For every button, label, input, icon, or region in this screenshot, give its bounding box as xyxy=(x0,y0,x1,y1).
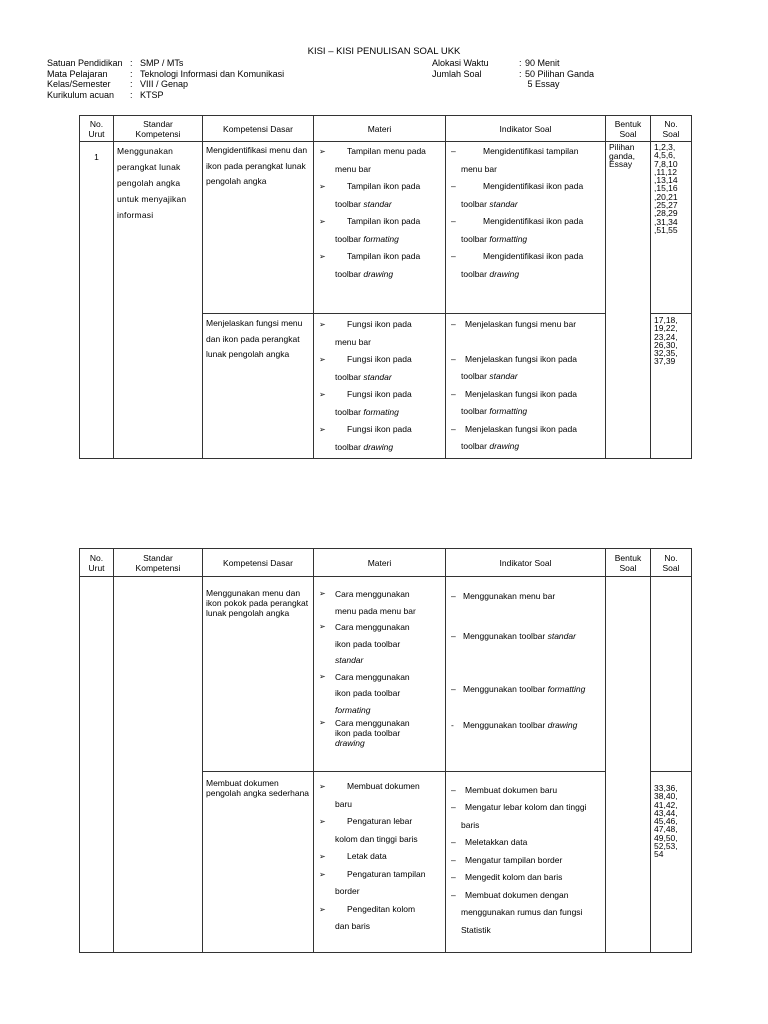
meta-row xyxy=(432,69,594,80)
meta-value: VIII / Genap xyxy=(140,79,189,89)
meta-sep: : xyxy=(519,58,522,68)
kd-text: Menggunakan menu dan ikon pokok pada perangkat lunak pengolah angka xyxy=(206,588,309,618)
materi-line: Tampilan ikon pada xyxy=(347,181,421,191)
list-item xyxy=(317,901,442,936)
dash-bullet-icon: – xyxy=(451,388,456,399)
cell-bentuk-soal xyxy=(606,577,651,953)
list-item xyxy=(317,778,442,813)
materi-list xyxy=(317,143,442,283)
meta-sep: : xyxy=(519,68,522,79)
indikator-line: Mengedit kolom dan baris xyxy=(465,872,563,882)
meta-right xyxy=(432,58,594,90)
meta-value: SMP / MTs xyxy=(140,58,184,68)
materi-line: toolbar xyxy=(335,233,364,244)
header-materi: Materi xyxy=(314,116,446,142)
list-item xyxy=(317,386,442,421)
list-item xyxy=(449,588,602,606)
materi-line: Pengaturan lebar xyxy=(347,816,413,826)
cell-kompetensi-dasar xyxy=(203,772,314,953)
indikator-italic: standar xyxy=(489,198,518,209)
list-item xyxy=(449,781,602,799)
list-item xyxy=(449,351,602,386)
header-standar-kompetensi: Standar Kompetensi xyxy=(114,549,203,577)
indikator-line: Mengatur lebar kolom dan tinggi xyxy=(465,802,587,812)
list-item xyxy=(449,887,602,940)
meta-value: KTSP xyxy=(140,89,164,100)
indikator-line: toolbar xyxy=(461,371,490,381)
arrow-bullet-icon: ➢ xyxy=(319,589,326,598)
header-bentuk-soal: Bentuk Soal xyxy=(606,549,651,577)
materi-line: menu bar xyxy=(335,336,371,347)
arrow-bullet-icon: ➢ xyxy=(319,622,326,631)
cell-indikator xyxy=(446,772,606,953)
meta-key xyxy=(432,79,519,90)
header-no-soal: No. Soal xyxy=(651,549,692,577)
cell-no-urut xyxy=(80,577,114,953)
meta-row xyxy=(432,58,594,69)
bentuk-soal-text: Pilihan ganda, Essay xyxy=(609,142,635,169)
dash-bullet-icon: – xyxy=(451,146,456,156)
arrow-bullet-icon: ➢ xyxy=(319,869,326,879)
indikator-line: baris xyxy=(461,819,480,830)
no-soal-text: 1,2,3, 4,5,6, 7,8,10 ,11,12 ,13,14 ,15,16 ,20,21 ,25,27 ,28,29 ,31,34 ,51,55 xyxy=(654,142,678,235)
arrow-bullet-icon: ➢ xyxy=(319,217,326,226)
cell-indikator xyxy=(446,314,606,459)
list-item xyxy=(317,248,442,283)
dash-bullet-icon: – xyxy=(451,216,456,226)
indikator-line: Menggunakan toolbar xyxy=(463,719,548,730)
list-item xyxy=(449,213,602,248)
indikator-line: Menjelaskan fungsi ikon pada xyxy=(465,353,577,364)
list-item xyxy=(449,628,602,646)
cell-standar-kompetensi xyxy=(114,577,203,953)
meta-row xyxy=(432,79,594,90)
meta-value: 50 Pilihan Ganda xyxy=(525,68,595,79)
arrow-bullet-icon: ➢ xyxy=(319,182,326,191)
indikator-line: toolbar xyxy=(461,406,490,416)
materi-line: Cara menggunakan xyxy=(335,589,410,599)
table-row xyxy=(80,577,692,772)
indikator-line: Menjelaskan fungsi menu bar xyxy=(465,319,577,329)
materi-italic: standar xyxy=(335,655,364,665)
kisi-table-1 xyxy=(79,115,692,459)
materi-italic: formating xyxy=(363,406,399,417)
dash-bullet-icon: – xyxy=(451,630,456,641)
materi-line: menu bar xyxy=(335,163,371,174)
cell-kompetensi-dasar xyxy=(203,577,314,772)
dash-bullet-icon: – xyxy=(451,837,456,847)
materi-line: baru xyxy=(335,798,353,809)
dash-bullet-icon: – xyxy=(451,872,456,882)
list-item xyxy=(449,681,602,699)
meta-row xyxy=(47,69,284,80)
materi-line: Cara menggunakan xyxy=(335,622,410,632)
materi-italic: drawing xyxy=(363,441,394,452)
meta-sep: : xyxy=(130,79,133,89)
materi-list xyxy=(317,586,442,748)
materi-italic: drawing xyxy=(335,738,365,748)
header-kompetensi-dasar: Kompetensi Dasar xyxy=(203,116,314,142)
cell-materi xyxy=(314,577,446,772)
cell-indikator xyxy=(446,577,606,772)
meta-key: Kurikulum acuan xyxy=(47,89,115,100)
list-item xyxy=(449,852,602,870)
indikator-line: menu bar xyxy=(461,163,497,174)
indikator-italic: standar xyxy=(547,630,576,641)
materi-italic: formating xyxy=(363,233,399,244)
meta-key: Alokasi Waktu xyxy=(432,58,489,68)
dash-bullet-icon: – xyxy=(451,251,456,261)
materi-line: Tampilan ikon pada xyxy=(347,216,421,226)
standar-kompetensi-text: Menggunakan perangkat lunak pengolah angka untuk menyajikan informasi xyxy=(117,146,187,220)
materi-line: dan baris xyxy=(335,921,370,931)
dash-bullet-icon: – xyxy=(451,889,456,900)
cell-no-soal xyxy=(651,142,692,314)
cell-no-soal xyxy=(651,577,692,772)
dash-bullet-icon: – xyxy=(451,591,456,601)
dash-bullet-icon: – xyxy=(451,423,456,434)
list-item xyxy=(449,178,602,213)
list-item xyxy=(449,316,602,334)
indikator-line: Mengidentifikasi ikon pada xyxy=(483,216,584,226)
indikator-italic: drawing xyxy=(489,268,520,279)
meta-row xyxy=(47,90,284,101)
arrow-bullet-icon: ➢ xyxy=(319,817,326,826)
list-item xyxy=(317,316,442,351)
list-item xyxy=(317,421,442,456)
meta-sep: : xyxy=(130,68,133,79)
materi-line: Pengaturan tampilan xyxy=(347,868,426,879)
indikator-line: Mengidentifikasi tampilan xyxy=(483,146,579,156)
cell-kompetensi-dasar xyxy=(203,142,314,314)
materi-line: toolbar xyxy=(335,268,364,279)
arrow-bullet-icon: ➢ xyxy=(319,782,326,791)
meta-key: Mata Pelajaran xyxy=(47,68,108,79)
header-indikator-soal: Indikator Soal xyxy=(446,549,606,577)
cell-indikator xyxy=(446,142,606,314)
materi-list xyxy=(317,316,442,456)
indikator-italic: formatting xyxy=(489,233,528,244)
dash-bullet-icon: – xyxy=(451,353,456,364)
materi-italic: standar xyxy=(363,198,392,209)
header-kompetensi-dasar: Kompetensi Dasar xyxy=(203,549,314,577)
indikator-italic: drawing xyxy=(547,719,578,730)
list-item xyxy=(317,669,442,719)
arrow-bullet-icon: ➢ xyxy=(319,718,326,727)
indikator-line: menggunakan rumus dan fungsi Statistik xyxy=(461,907,583,935)
header-no-urut: No. Urut xyxy=(80,116,114,142)
list-item xyxy=(449,143,602,178)
arrow-bullet-icon: ➢ xyxy=(319,147,326,156)
list-item xyxy=(449,834,602,852)
indikator-line: Menjelaskan fungsi ikon pada xyxy=(465,388,577,399)
meta-row xyxy=(47,79,284,90)
list-item xyxy=(317,351,442,386)
no-soal-text: 33,36, 38,40, 41,42, 43,44, 45,46, 47,48, 49,50, 52,53, 54 xyxy=(654,783,678,860)
cell-kompetensi-dasar xyxy=(203,314,314,459)
indikator-list xyxy=(449,143,602,283)
arrow-bullet-icon: ➢ xyxy=(319,852,326,861)
indikator-line: Menggunakan menu bar xyxy=(463,591,556,601)
table-header-row xyxy=(80,549,692,577)
dash-bullet-icon: – xyxy=(451,785,456,795)
indikator-italic: drawing xyxy=(489,441,520,451)
list-item xyxy=(317,848,442,866)
arrow-bullet-icon: ➢ xyxy=(319,425,326,434)
materi-line: Cara menggunakan xyxy=(335,671,410,682)
indikator-line: Mengidentifikasi ikon pada xyxy=(483,251,584,261)
dash-bullet-icon: – xyxy=(451,854,456,865)
materi-italic: drawing xyxy=(363,268,394,279)
kd-text: Mengidentifikasi menu dan ikon pada perangkat lunak pengolah angka xyxy=(206,145,308,186)
indikator-line: Membuat dokumen dengan xyxy=(465,889,569,900)
meta-key: Jumlah Soal xyxy=(432,68,482,79)
arrow-bullet-icon: ➢ xyxy=(319,320,326,329)
materi-line: Pengeditan kolom xyxy=(347,903,416,914)
meta-value: 5 Essay xyxy=(525,79,560,89)
meta-row xyxy=(47,58,284,69)
list-item xyxy=(317,586,442,619)
meta-key: Kelas/Semester xyxy=(47,79,111,89)
indikator-line: Menggunakan toolbar xyxy=(463,684,548,694)
cell-materi xyxy=(314,772,446,953)
list-item xyxy=(317,178,442,213)
header-materi: Materi xyxy=(314,549,446,577)
indikator-line: toolbar xyxy=(461,268,490,279)
materi-line: toolbar xyxy=(335,406,364,417)
indikator-line: Membuat dokumen baru xyxy=(465,785,558,795)
kd-text: Membuat dokumen pengolah angka sederhana xyxy=(206,778,310,798)
materi-line: menu pada menu bar xyxy=(335,605,416,616)
materi-line: border xyxy=(335,886,360,896)
indikator-line: Menjelaskan fungsi ikon pada xyxy=(465,423,577,434)
header-bentuk-soal: Bentuk Soal xyxy=(606,116,651,142)
materi-line: Tampilan ikon pada xyxy=(347,251,421,261)
cell-no-soal xyxy=(651,314,692,459)
indikator-line: Meletakkan data xyxy=(465,837,528,847)
materi-line: Fungsi ikon pada xyxy=(347,389,412,399)
materi-line: Membuat dokumen xyxy=(347,781,420,791)
materi-line: toolbar xyxy=(335,371,364,382)
materi-line: toolbar xyxy=(335,441,364,452)
dash-bullet-icon: – xyxy=(451,684,456,694)
indikator-italic: standar xyxy=(489,371,518,381)
cell-materi xyxy=(314,314,446,459)
list-item xyxy=(449,248,602,283)
arrow-bullet-icon: ➢ xyxy=(319,904,326,914)
table-header-row xyxy=(80,116,692,142)
meta-sep: : xyxy=(130,58,133,68)
document-title: KISI – KISI PENULISAN SOAL UKK xyxy=(307,46,461,57)
list-item xyxy=(449,869,602,887)
meta-value: Teknologi Informasi dan Komunikasi xyxy=(140,68,285,79)
indikator-italic: formatting xyxy=(547,684,586,694)
materi-line: ikon pada toolbar xyxy=(335,728,401,738)
table-row xyxy=(80,142,692,314)
materi-line: ikon pada toolbar xyxy=(335,688,401,698)
indikator-line: toolbar xyxy=(461,198,490,209)
materi-line: Tampilan menu pada xyxy=(347,146,426,156)
header-standar-kompetensi: Standar Kompetensi xyxy=(114,116,203,142)
indikator-line: Mengatur tampilan border xyxy=(465,854,563,865)
indikator-line: toolbar xyxy=(461,233,490,244)
meta-sep: : xyxy=(130,89,133,100)
cell-materi xyxy=(314,142,446,314)
dash-bullet-icon: – xyxy=(451,181,456,191)
cell-bentuk-soal xyxy=(606,142,651,459)
header-no-urut: No. Urut xyxy=(80,549,114,577)
header-no-soal: No. Soal xyxy=(651,116,692,142)
indikator-line: Menggunakan toolbar xyxy=(463,630,548,641)
list-item xyxy=(317,213,442,248)
dash-bullet-icon: - xyxy=(451,719,454,730)
materi-line: Letak data xyxy=(347,851,387,861)
materi-line: kolom dan tinggi baris xyxy=(335,833,418,844)
cell-standar-kompetensi xyxy=(114,142,203,459)
indikator-list xyxy=(449,316,602,456)
indikator-list xyxy=(449,781,602,939)
materi-line: toolbar xyxy=(335,198,364,209)
indikator-line: Mengidentifikasi ikon pada xyxy=(483,181,584,191)
header-indikator-soal: Indikator Soal xyxy=(446,116,606,142)
cell-no-soal xyxy=(651,772,692,953)
materi-line: Fungsi ikon pada xyxy=(347,424,412,434)
dash-bullet-icon: – xyxy=(451,319,456,329)
materi-line: ikon pada toolbar xyxy=(335,638,401,649)
list-item xyxy=(317,718,442,748)
materi-line: Fungsi ikon pada xyxy=(347,319,412,329)
kisi-table-2 xyxy=(79,548,692,953)
list-item xyxy=(317,866,442,901)
materi-list xyxy=(317,778,442,936)
list-item xyxy=(317,619,442,669)
arrow-bullet-icon: ➢ xyxy=(319,355,326,364)
list-item xyxy=(317,143,442,178)
dash-bullet-icon: – xyxy=(451,802,456,812)
list-item xyxy=(449,386,602,421)
indikator-list xyxy=(449,588,602,734)
materi-line: Fungsi ikon pada xyxy=(347,354,412,364)
cell-no-urut: 1 xyxy=(80,142,114,459)
arrow-bullet-icon: ➢ xyxy=(319,252,326,261)
meta-key: Satuan Pendidikan xyxy=(47,58,123,68)
no-soal-text: 17,18, 19,22, 23,24, 26,30, 32,35, 37,39 xyxy=(654,315,678,367)
meta-value: 90 Menit xyxy=(525,58,560,68)
kd-text: Menjelaskan fungsi menu dan ikon pada perangkat lunak pengolah angka xyxy=(206,318,303,359)
indikator-italic: formatting xyxy=(489,406,528,416)
meta-left xyxy=(47,58,284,100)
list-item xyxy=(449,717,602,735)
list-item xyxy=(449,799,602,834)
arrow-bullet-icon: ➢ xyxy=(319,671,326,681)
list-item xyxy=(317,813,442,848)
indikator-line: toolbar xyxy=(461,441,490,451)
list-item xyxy=(449,421,602,456)
materi-italic: standar xyxy=(363,371,392,382)
arrow-bullet-icon: ➢ xyxy=(319,390,326,399)
materi-italic: formating xyxy=(335,704,371,715)
materi-line: Cara menggunakan xyxy=(335,718,410,728)
